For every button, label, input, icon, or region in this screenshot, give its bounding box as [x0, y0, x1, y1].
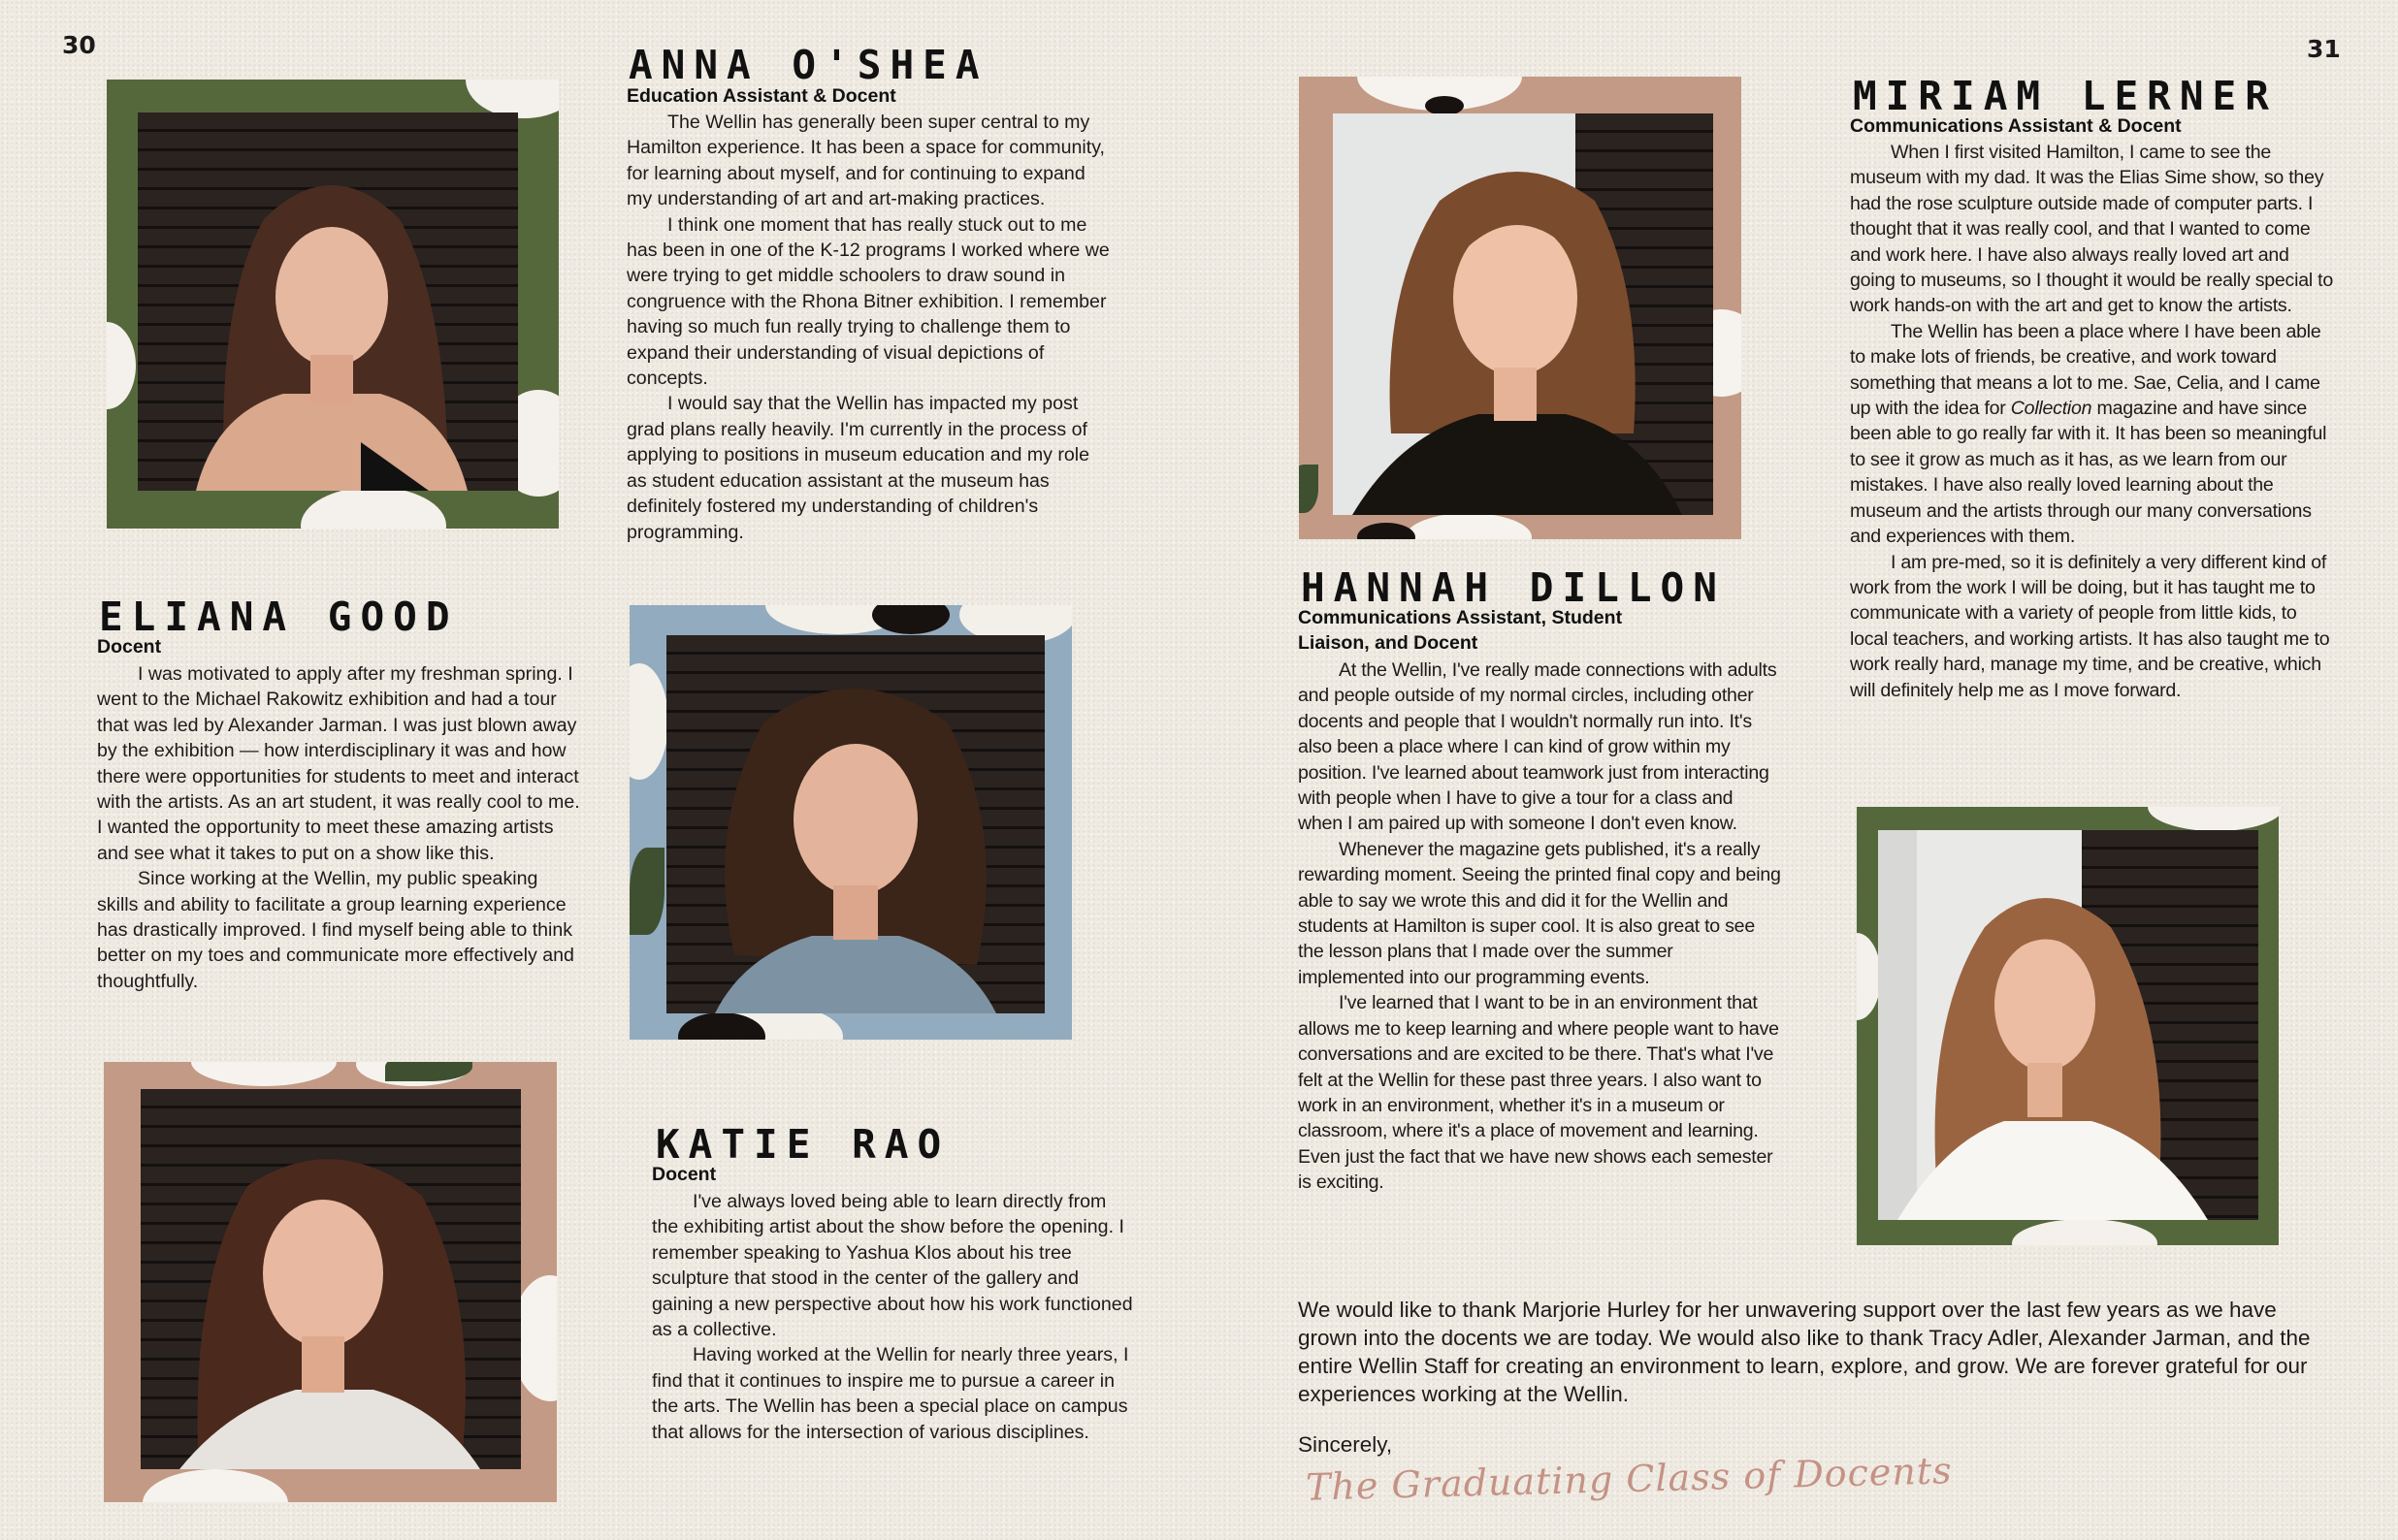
closing-sincerely: Sincerely, [1298, 1432, 1393, 1457]
portrait-photo [1333, 113, 1713, 515]
profile-bio-anna: The Wellin has generally been super central to my Hamilton experience. It has been a space for community, for learning about myself, and for continuing to expand my understanding of art and art-making practices. I think one moment that has really stuck out to me has been in one of the K-12 programs I worked where we were trying to get middle schoolers to draw sound in congruence with the Rhona Bitner exhibition. I remember having so much fun really trying to challenge them to expand their understanding of visual depictions of concepts. I would say that the Wellin has impacted my post grad plans really heavily. I'm currently in the process of applying to positions in museum education and my role as student education assistant at the museum has definitely fostered my understanding of children's programming. [627, 112, 1110, 543]
profile-name-miriam: MIRIAM LERNER [1853, 73, 2278, 119]
photo-frame-miriam [1857, 807, 2279, 1245]
portrait-photo [138, 112, 518, 491]
portrait-photo [666, 635, 1045, 1013]
profile-bio-eliana: I was motivated to apply after my freshman spring. I went to the Michael Rakowitz exhibition and had a tour that was led by Alexander Jarman. I was just blown away by the exhibition — how interdisciplinary it was and how there were opportunities for students to meet and interact with the artists. As an art student, it was really cool to me. I wanted the opportunity to meet these amazing artists and see what it takes to put on a show like this. Since working at the Wellin, my public speaking skills and ability to facilitate a group learning experience has drastically improved. I find myself being able to think better on my toes and communicate more effectively and thoughtfully. [97, 663, 580, 992]
page-number-left: 30 [62, 31, 96, 59]
profile-role-eliana: Docent [97, 636, 162, 658]
portrait-photo [141, 1089, 521, 1469]
profile-role-hannah: Communications Assistant, Student Liaison, and Docent [1298, 607, 1623, 654]
profile-bio-katie: I've always loved being able to learn directly from the exhibiting artist about the show before the opening. I remember speaking to Yashua Klos about his tree sculpture that stood in the center of the gallery and gaining a new perspective about how his work functioned as a collective. Having worked at the Wellin for nearly three years, I find that it continues to inspire me to pursue a career in the arts. The Wellin has been a special place on campus that allows for the intersection of various disciplines. [652, 1191, 1133, 1443]
portrait-photo [1878, 830, 2258, 1220]
profile-name-anna: ANNA O'SHEA [629, 42, 988, 88]
page-number-right: 31 [2307, 35, 2341, 63]
photo-frame-eliana [104, 1062, 557, 1502]
profile-name-katie: KATIE RAO [656, 1121, 951, 1168]
photo-frame-katie [630, 605, 1072, 1040]
photo-frame-hannah [1299, 77, 1741, 539]
profile-role-anna: Education Assistant & Docent [627, 85, 896, 107]
thank-you-note: We would like to thank Marjorie Hurley for her unwavering support over the last few years as we have grown into the docents we are today. We would also like to thank Tracy Adler, Alexander Jarman, and the entire Wellin Staff for creating an environment to learn, explore, and grow. We are forever grateful for our experiences working at the Wellin. [1298, 1298, 2311, 1406]
signature: The Graduating Class of Docents [1305, 1449, 1954, 1509]
profile-bio-hannah: At the Wellin, I've really made connections with adults and people outside of my normal circles, including other docents and people that I wouldn't normally run into. It's also been a place where I can kind of grow within my position. I've learned about teamwork just from interacting with people when I have to give a tour for a class and when I am paired up with someone I don't even know. Whenever the magazine gets published, it's a really rewarding moment. Seeing the printed final copy and being able to say we wrote this and did it for the Wellin and students at Hamilton is super cool. It is also great to see the lesson plans that I made over the summer implemented into our programming events. I've learned that I want to be in an environment that allows me to keep learning and where people want to have conversations and are excited to be there. That's what I've felt at the Wellin for these past three years. I also want to work in an environment, whether it's in a museum or classroom, where it's a place of movement and learning. Even just the fact that we have new shows each semester is exciting. [1298, 659, 1781, 1194]
profile-bio-miriam: When I first visited Hamilton, I came to see the museum with my dad. It was the Elias Sime show, so they had the rose sculpture outside made of computer parts. I thought that it was really cool, and that I wanted to come and work here. I have also always really loved art and going to museums, so I thought it would be really special to work hands-on with the art and get to know the artists. The Wellin has been a place where I have been able to make lots of friends, be creative, and work toward something that means a lot to me. Sae, Celia, and I came up with the idea for Collection magazine and have since been able to go really far with it. It has been so meaningful to see it grow as much as it has, as we learn from our mistakes. I have also really loved learning about the museum and the artists through our many conversations and experiences with them. I am pre-med, so it is definitely a very different kind of work from the work I will be doing, but it has taught me to communicate with a variety of people from little kids, to local teachers, and working artists. It has also taught me to work really hard, manage my time, and be creative, which will definitely help me as I move forward. [1850, 142, 2333, 701]
profile-role-katie: Docent [652, 1164, 717, 1185]
profile-name-hannah: HANNAH DILLON [1301, 564, 1726, 611]
profile-role-miriam: Communications Assistant & Docent [1850, 115, 2182, 137]
photo-frame-anna [107, 80, 559, 529]
profile-name-eliana: ELIANA GOOD [99, 594, 459, 640]
